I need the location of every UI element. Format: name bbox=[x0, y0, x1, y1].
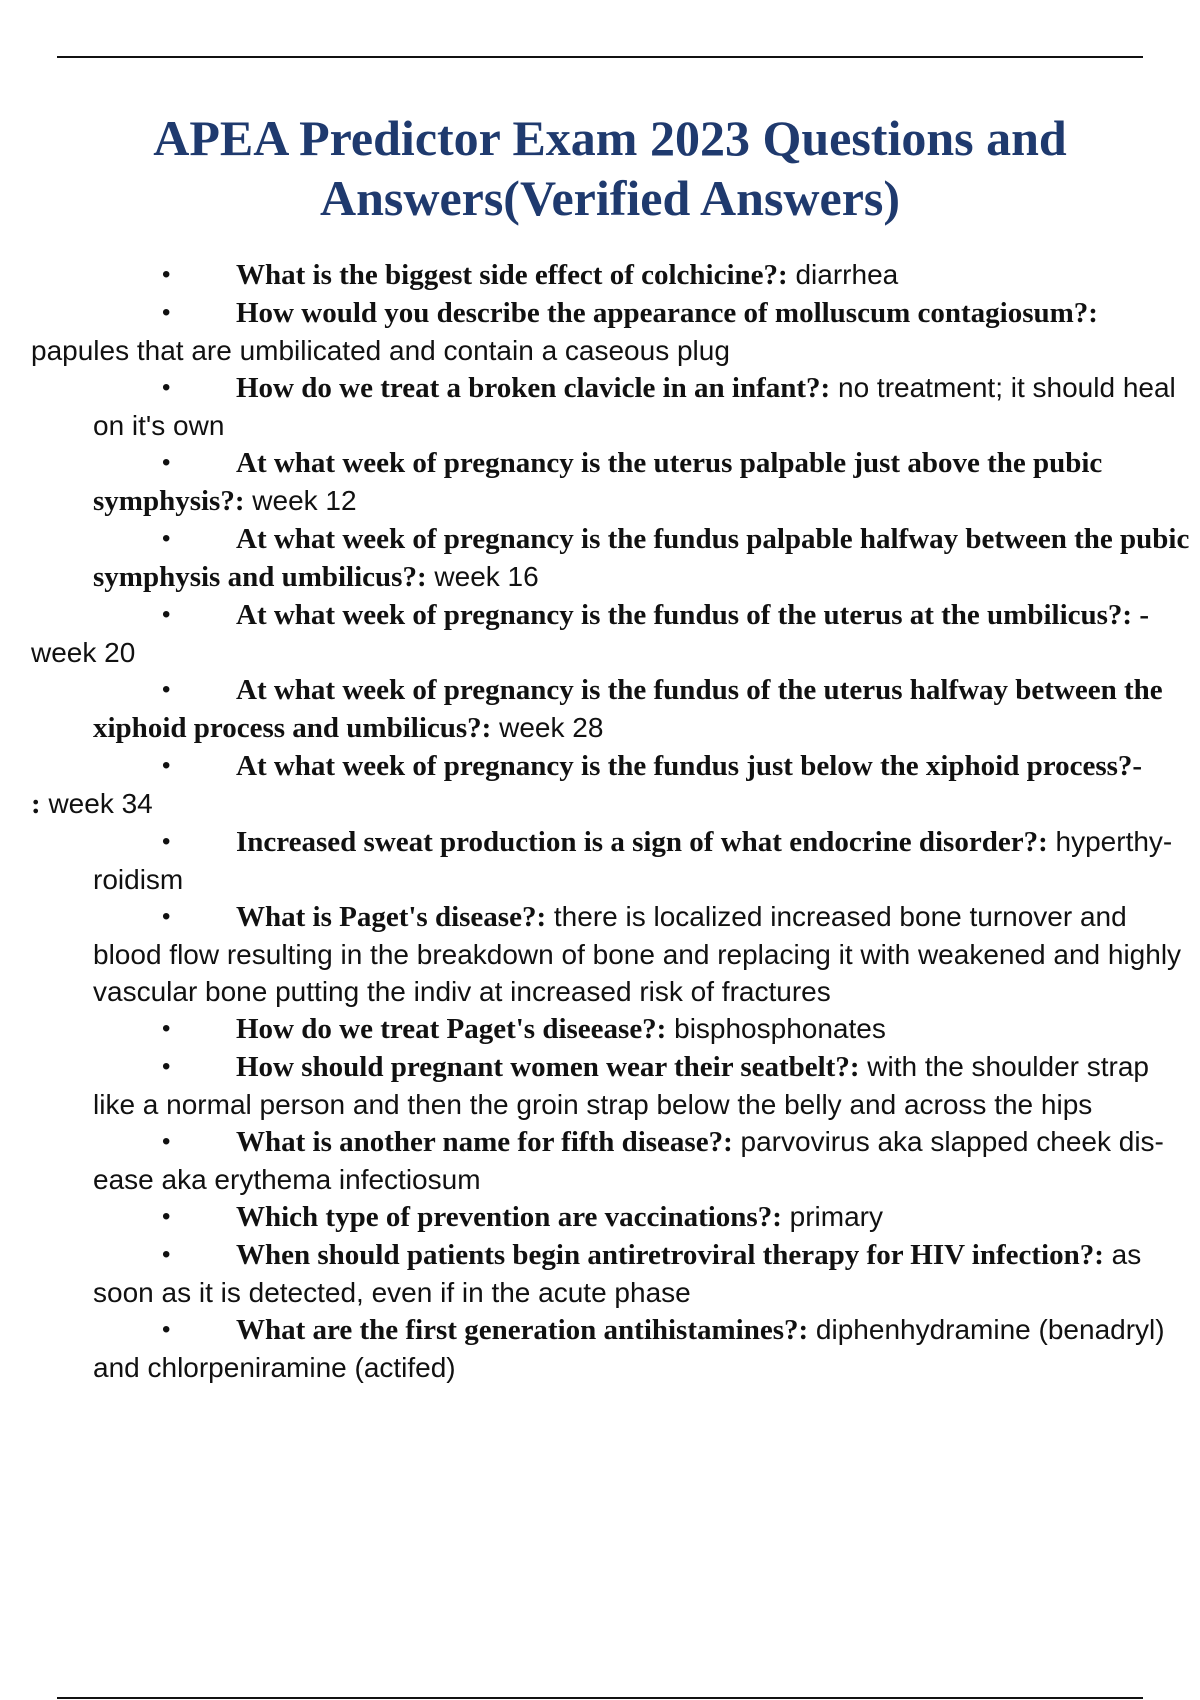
question: At what week of pregnancy is the uterus palpable just above the pubic symphysis?: bbox=[93, 447, 1103, 517]
question: What is another name for fifth disease?: bbox=[236, 1126, 733, 1158]
bullet: • bbox=[162, 1015, 171, 1042]
question: How should pregnant women wear their seatbelt?: bbox=[236, 1051, 860, 1083]
bullet: • bbox=[162, 1203, 171, 1230]
top-rule bbox=[57, 56, 1143, 58]
bullet: • bbox=[162, 1053, 171, 1080]
answer: primary bbox=[781, 1201, 883, 1232]
answer: parvovirus aka slapped cheek dis- ease aka erythema infectiosum bbox=[93, 1126, 1164, 1195]
answer: diphenhydramine (benadryl) and chlorpeniramine (actifed) bbox=[93, 1314, 1165, 1383]
answer: diarrhea bbox=[787, 259, 899, 290]
list-item bbox=[0, 1236, 1200, 1311]
bullet: • bbox=[162, 752, 171, 779]
question: How would you describe the appearance of molluscum contagiosum?: bbox=[236, 297, 1098, 329]
bullet: • bbox=[162, 1128, 171, 1155]
answer: week 12 bbox=[244, 485, 357, 516]
question: What is the biggest side effect of colchicine?: bbox=[236, 259, 788, 291]
bullet: • bbox=[162, 903, 171, 930]
list-item bbox=[0, 256, 1200, 294]
list-item bbox=[0, 294, 1200, 369]
list-item bbox=[0, 369, 1200, 444]
list-item bbox=[0, 520, 1200, 596]
answer: bisphosphonates bbox=[666, 1013, 886, 1044]
answer: week 34 bbox=[40, 788, 153, 819]
question: What is Paget's disease?: bbox=[236, 901, 547, 933]
bullet: • bbox=[162, 676, 171, 703]
title-line-1: APEA Predictor Exam 2023 Questions and bbox=[153, 110, 1067, 166]
answer: hyperthy- roidism bbox=[93, 826, 1173, 895]
answer: no treatment; it should heal on it's own bbox=[93, 372, 1176, 441]
bullet: • bbox=[162, 261, 171, 288]
list-item bbox=[0, 823, 1200, 898]
bullet: • bbox=[162, 601, 171, 628]
question: At what week of pregnancy is the fundus of the uterus halfway between the xiphoid process and umbilicus?: bbox=[93, 674, 1163, 744]
bullet: • bbox=[162, 449, 171, 476]
bullet: • bbox=[162, 1241, 171, 1268]
bottom-rule bbox=[57, 1697, 1143, 1699]
answer-prefix: : bbox=[31, 788, 41, 820]
answer: papules that are umbilicated and contain a caseous plug bbox=[31, 335, 730, 366]
list-item bbox=[0, 747, 1200, 823]
question: When should patients begin antiretroviral therapy for HIV infection?: bbox=[236, 1239, 1104, 1271]
answer: there is localized increased bone turnover and blood flow resulting in the breakdown of bone and replacing it with weakened and highly vascular bone putting the indiv at increased risk of fractures bbox=[93, 901, 1182, 1007]
answer: week 16 bbox=[426, 561, 539, 592]
title-line-2: Answers(Verified Answers) bbox=[319, 170, 901, 226]
answer: week 28 bbox=[491, 712, 604, 743]
question: How do we treat Paget's diseease?: bbox=[236, 1013, 667, 1045]
qa-list bbox=[0, 256, 1200, 1386]
list-item bbox=[0, 1010, 1200, 1048]
bullet: • bbox=[162, 525, 171, 552]
bullet: • bbox=[162, 828, 171, 855]
page-title bbox=[60, 108, 1160, 228]
list-item bbox=[0, 898, 1200, 1010]
list-item bbox=[0, 1198, 1200, 1236]
question: At what week of pregnancy is the fundus of the uterus at the umbilicus?: - bbox=[236, 599, 1149, 631]
list-item bbox=[0, 1311, 1200, 1386]
question: Which type of prevention are vaccinations?: bbox=[236, 1201, 782, 1233]
list-item bbox=[0, 1123, 1200, 1198]
bullet: • bbox=[162, 374, 171, 401]
list-item bbox=[0, 444, 1200, 520]
answer: with the shoulder strap like a normal person and then the groin strap below the belly and across the hips bbox=[93, 1051, 1149, 1120]
answer: week 20 bbox=[31, 637, 136, 668]
question: How do we treat a broken clavicle in an infant?: bbox=[236, 372, 831, 404]
list-item bbox=[0, 596, 1200, 671]
list-item bbox=[0, 1048, 1200, 1123]
bullet: • bbox=[162, 299, 171, 326]
list-item bbox=[0, 671, 1200, 747]
question: At what week of pregnancy is the fundus palpable halfway between the pubic symphysis and umbilicus?: bbox=[93, 523, 1190, 593]
question: What are the first generation antihistamines?: bbox=[236, 1314, 809, 1346]
question: Increased sweat production is a sign of what endocrine disorder?: bbox=[236, 826, 1048, 858]
bullet: • bbox=[162, 1316, 171, 1343]
answer: as soon as it is detected, even if in the acute phase bbox=[93, 1239, 1142, 1308]
question: At what week of pregnancy is the fundus just below the xiphoid process?- bbox=[236, 750, 1143, 782]
answer-line bbox=[31, 785, 1190, 823]
